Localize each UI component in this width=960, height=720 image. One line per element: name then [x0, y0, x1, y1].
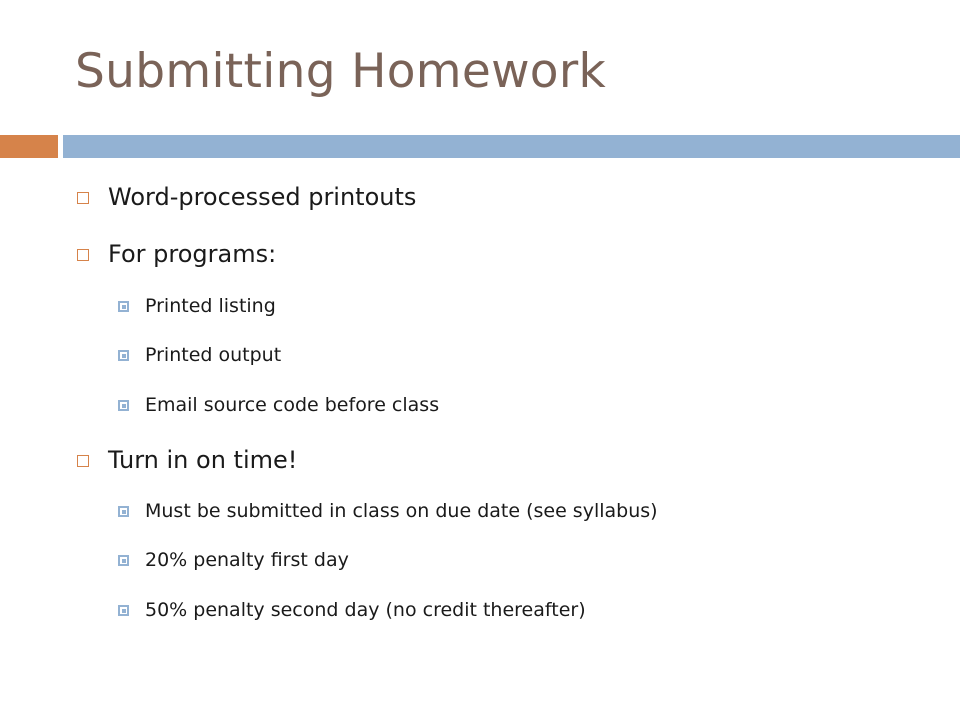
slide-title: Submitting Homework [75, 44, 607, 99]
bullet-text: Email source code before class [145, 394, 440, 416]
filled-square-bullet-icon [118, 301, 129, 312]
bullet-item [108, 183, 416, 211]
sub-bullet-item [145, 344, 281, 366]
bullet-item [108, 446, 297, 474]
bullet-text: For programs: [108, 240, 277, 268]
sub-bullet-item [145, 394, 439, 416]
sub-bullet-item [145, 500, 658, 522]
filled-square-bullet-icon [118, 400, 129, 411]
square-bullet-icon [77, 455, 89, 467]
filled-square-bullet-icon [118, 555, 129, 566]
filled-square-bullet-icon [118, 506, 129, 517]
filled-square-bullet-icon [118, 605, 129, 616]
square-bullet-icon [77, 192, 89, 204]
sub-bullet-item [145, 599, 586, 621]
bullet-text: 20% penalty first day [145, 549, 349, 571]
filled-square-bullet-icon [118, 350, 129, 361]
square-bullet-icon [77, 249, 89, 261]
sub-bullet-item [145, 549, 349, 571]
bullet-text: Must be submitted in class on due date (see syllabus) [145, 500, 658, 522]
bullet-text: Printed listing [145, 295, 276, 317]
bullet-text: Turn in on time! [108, 446, 298, 474]
bullet-item [108, 240, 276, 268]
bullet-text: Printed output [145, 344, 282, 366]
bullet-text: 50% penalty second day (no credit thereafter) [145, 599, 586, 621]
bullet-text: Word-processed printouts [108, 183, 417, 211]
sub-bullet-item [145, 295, 276, 317]
